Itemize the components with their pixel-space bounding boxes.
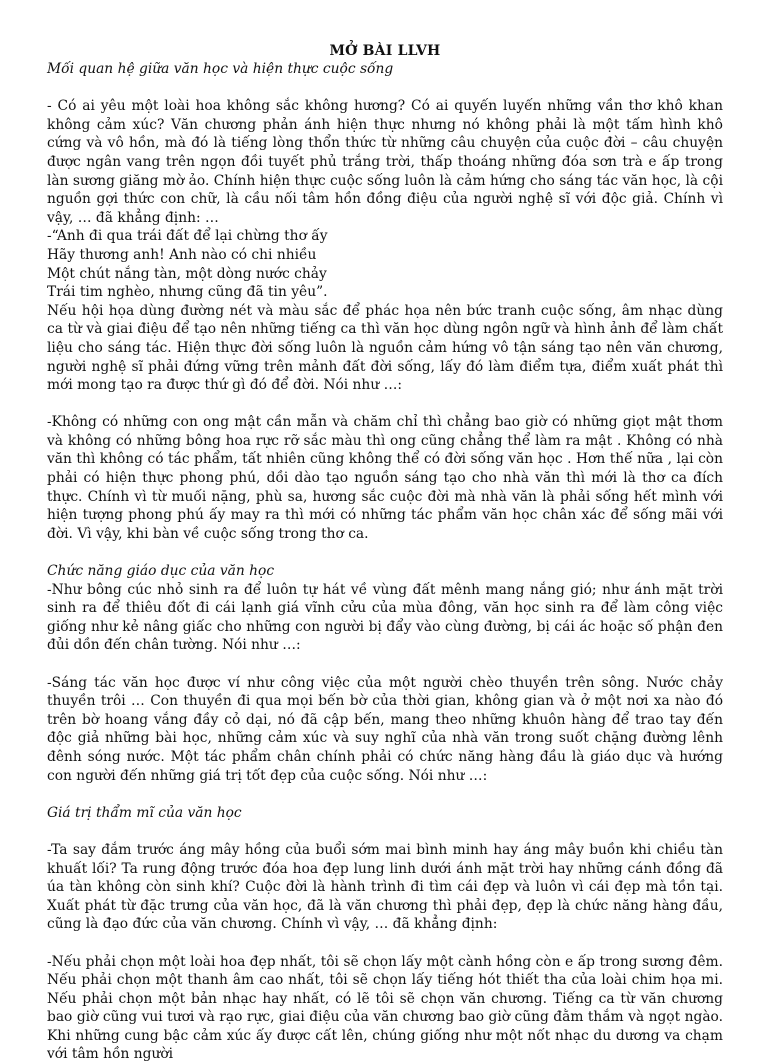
section-heading-education: Chức năng giáo dục của văn học [47,562,723,581]
section-heading-aesthetics: Giá trị thẩm mĩ của văn học [47,804,723,823]
paragraph: -Ta say đắm trước áng mây hồng của buổi sớm mai bình minh hay áng mây buồn khi chiều tàn khuất lối? Ta rung động trước đóa hoa đẹp lung linh dưới ánh mặt trời hay những cánh đồng đã úa tàn không còn sinh khí? Cuộc đời là hành trình đi tìm cái đẹp và luôn vì cái đẹp mà tồn tại. Xuất phát từ đặc trưng của văn học, đã là văn chương thì phải đẹp, đẹp là chức năng hàng đầu, cũng là đạo đức của văn chương. Chính vì vậy, … đã khẳng định: [47,841,723,934]
poem-line: Một chút nắng tàn, một dòng nước chảy [47,265,723,284]
page-title: MỞ BÀI LLVH [47,42,723,60]
paragraph: Nếu hội họa dùng đường nét và màu sắc để phác họa nên bức tranh cuộc sống, âm nhạc dùng ca từ và giai điệu để tạo nên những tiếng ca thì văn học dùng ngôn ngữ và hình ảnh để làm chất liệu cho sáng tác. Hiện thực đời sống luôn là nguồn cảm hứng vô tận sáng tạo nên văn chương, người nghệ sĩ phải đứng vững trên mảnh đất đời sống, lấy đó làm điểm tựa, điểm xuất phát thì mới mong tạo ra được thứ gì đó để đời. Nói như …: [47,302,723,395]
poem-line: Hãy thương anh! Anh nào có chi nhiều [47,246,723,265]
paragraph: -Không có những con ong mật cần mẫn và chăm chỉ thì chẳng bao giờ có những giọt mật thơm và không có những bông hoa rực rỡ sắc màu thì ong cũng chẳng thể làm ra mật . Không có nhà văn thì không có tác phẩm, tất nhiên cũng không thể có đời sống văn học . Hơn thế nữa , lại còn phải có hiện thực phong phú, dồi dào tạo nguồn sáng tạo cho nhà văn thì mới là thơ ca đích thực. Chính vì từ muối nặng, phù sa, hương sắc cuộc đời mà nhà văn là phải sống hết mình với hiện tượng phong phú ấy may ra thì mới có những tác phẩm văn học chân xác để sống mãi với đời. Vì vậy, khi bàn về cuộc sống trong thơ ca. [47,413,723,543]
paragraph: -Như bông cúc nhỏ sinh ra để luôn tự hát về vùng đất mênh mang nắng gió; như ánh mặt trời sinh ra để thiêu đốt đi cái lạnh giá vĩnh cửu của mùa đông, văn học sinh ra để làm công việc giống như kẻ nâng giấc cho những con người bị đẩy vào cùng đường, bị cái ác hoặc số phận đen đủi dồn đến chân tường. Nói như …: [47,581,723,655]
poem-line: -“Anh đi qua trái đất để lại chừng thơ ấy [47,227,723,246]
paragraph: -Nếu phải chọn một loài hoa đẹp nhất, tôi sẽ chọn lấy một cành hồng còn e ấp trong sương đêm. Nếu phải chọn một thanh âm cao nhất, tôi sẽ chọn lấy tiếng hót thiết tha của loài chim họa mi. Nếu phải chọn một bản nhạc hay nhất, có lẽ tôi sẽ chọn văn chương. Tiếng ca từ văn chương bao giờ cũng vui tươi và rạo rực, giai điệu của văn chương bao giờ cũng đằm thắm và ngọt ngào. Khi những cung bậc cảm xúc ấy được cất lên, chúng giống như một nốt nhạc du dương va chạm với tâm hồn người [47,953,723,1064]
section-heading-reality: Mối quan hệ giữa văn học và hiện thực cuộc sống [47,60,723,79]
poem-quote [47,227,723,301]
paragraph: - Có ai yêu một loài hoa không sắc không hương? Có ai quyến luyến những vần thơ khô khan không cảm xúc? Văn chương phản ánh hiện thực nhưng nó không phải là một tấm hình khô cứng và vô hồn, mà đó là tiếng lòng thổn thức từ những câu chuyện của cuộc đời – câu chuyện được ngân vang trên ngọn đồi tuyết phủ trắng trời, thấp thoáng những đóa sơn trà e ấp trong làn sương giăng mờ ảo. Chính hiện thực cuộc sống luôn là cảm hứng cho sáng tác văn học, là cội nguồn gợi thức con chữ, là cầu nối tâm hồn đồng điệu của người nghệ sĩ với độc giả. Chính vì vậy, … đã khẳng định: … [47,97,723,227]
document-body [47,42,723,1064]
poem-line: Trái tim nghèo, nhưng cũng đã tin yêu”. [47,283,723,302]
paragraph: -Sáng tác văn học được ví như công việc của một người chèo thuyền trên sông. Nước chảy thuyền trôi … Con thuyền đi qua mọi bến bờ của thời gian, không gian và ở một nơi xa nào đó trên bờ hoang vắng đầy cỏ dại, nó đã cập bến, mang theo những khuôn hàng để trao tay đến độc giả những bài học, những cảm xúc và suy nghĩ của nhà văn trong suốt chặng đường lênh đênh sóng nước. Một tác phẩm chân chính phải có chức năng hàng đầu là giáo dục và hướng con người đến những giá trị tốt đẹp của cuộc sống. Nói như …: [47,674,723,786]
